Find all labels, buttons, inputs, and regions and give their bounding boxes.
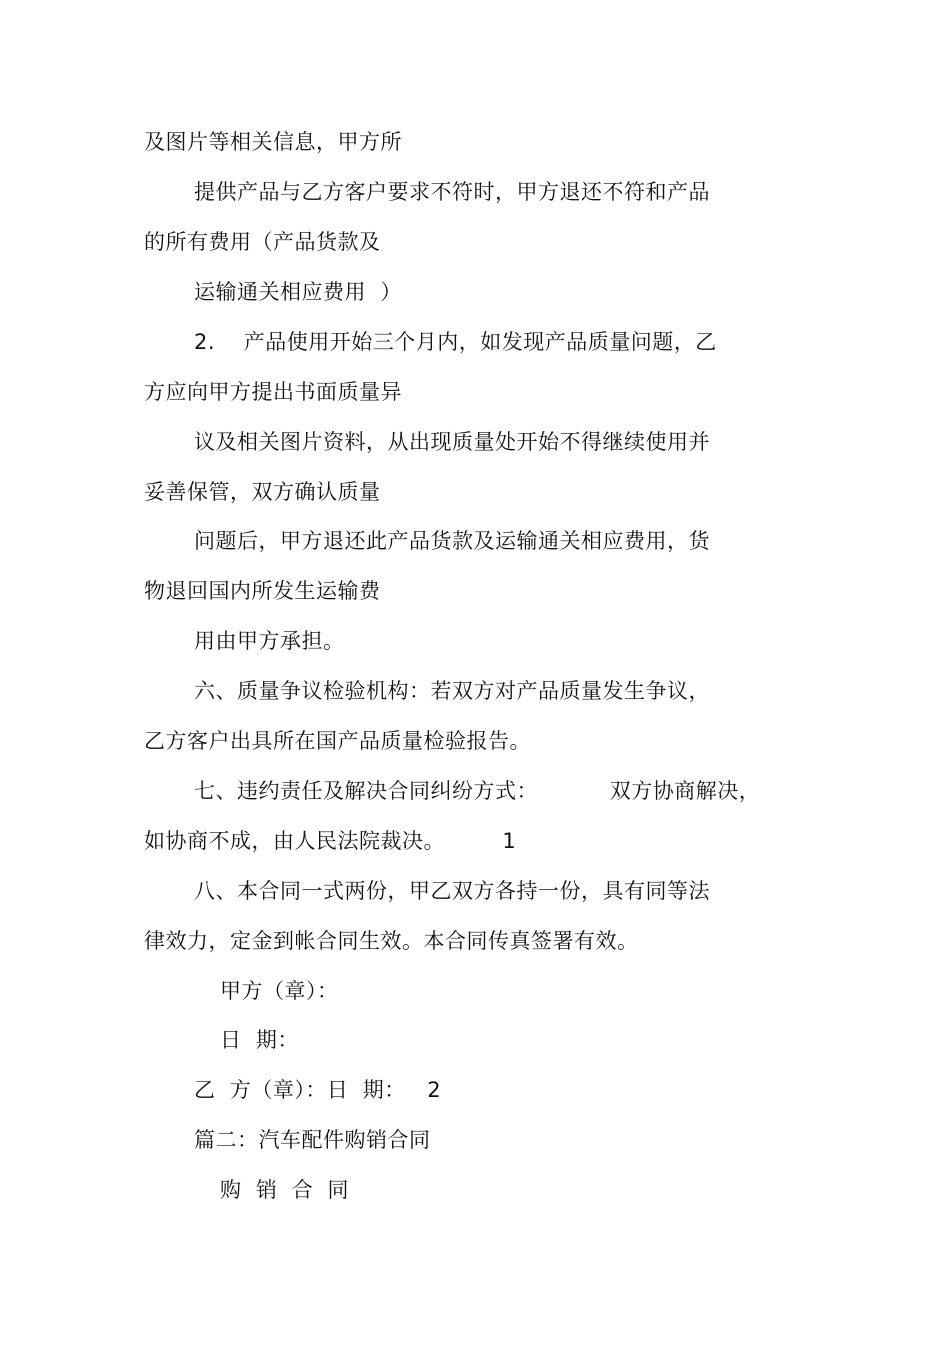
text-line-12: 六、质量争议检验机构：若双方对产品质量发生争议，	[194, 679, 710, 703]
text-line-5: 2. 产品使用开始三个月内，如发现产品质量问题，乙	[194, 330, 717, 354]
text-line-9: 问题后，甲方退还此产品货款及运输通关相应费用，货	[194, 529, 710, 553]
text-line-7: 议及相关图片资料，从出现质量处开始不得继续使用并	[194, 430, 710, 454]
text-line-1: 及图片等相关信息，甲方所	[144, 130, 402, 154]
text-line-4: 运输通关相应费用 ）	[194, 280, 402, 304]
text-line-6: 方应向甲方提出书面质量异	[144, 380, 402, 404]
text-line-2: 提供产品与乙方客户要求不符时，甲方退还不符和产品	[194, 180, 710, 204]
contract-title: 购 销 合 同	[220, 1178, 350, 1202]
text-line-17: 律效力，定金到帐合同生效。本合同传真签署有效。	[144, 929, 639, 953]
party-b-seal-date-label: 乙 方（章）：日 期： 2	[194, 1078, 442, 1102]
section-heading: 篇二：汽车配件购销合同	[194, 1128, 431, 1152]
text-line-3: 的所有费用（产品货款及	[144, 230, 381, 254]
text-line-13: 乙方客户出具所在国产品质量检验报告。	[144, 729, 531, 753]
text-line-15: 如协商不成，由人民法院裁决。 1	[144, 829, 517, 853]
text-line-16: 八、本合同一式两份，甲乙双方各持一份，具有同等法	[194, 879, 710, 903]
text-line-14: 七、违约责任及解决合同纠纷方式： 双方协商解决，	[194, 779, 761, 803]
party-a-date-label: 日 期：	[220, 1028, 299, 1052]
text-line-11: 用由甲方承担。	[194, 629, 345, 653]
text-line-8: 妥善保管，双方确认质量	[144, 480, 381, 504]
text-line-10: 物退回国内所发生运输费	[144, 579, 381, 603]
party-a-seal-label: 甲方（章）：	[220, 979, 339, 1003]
